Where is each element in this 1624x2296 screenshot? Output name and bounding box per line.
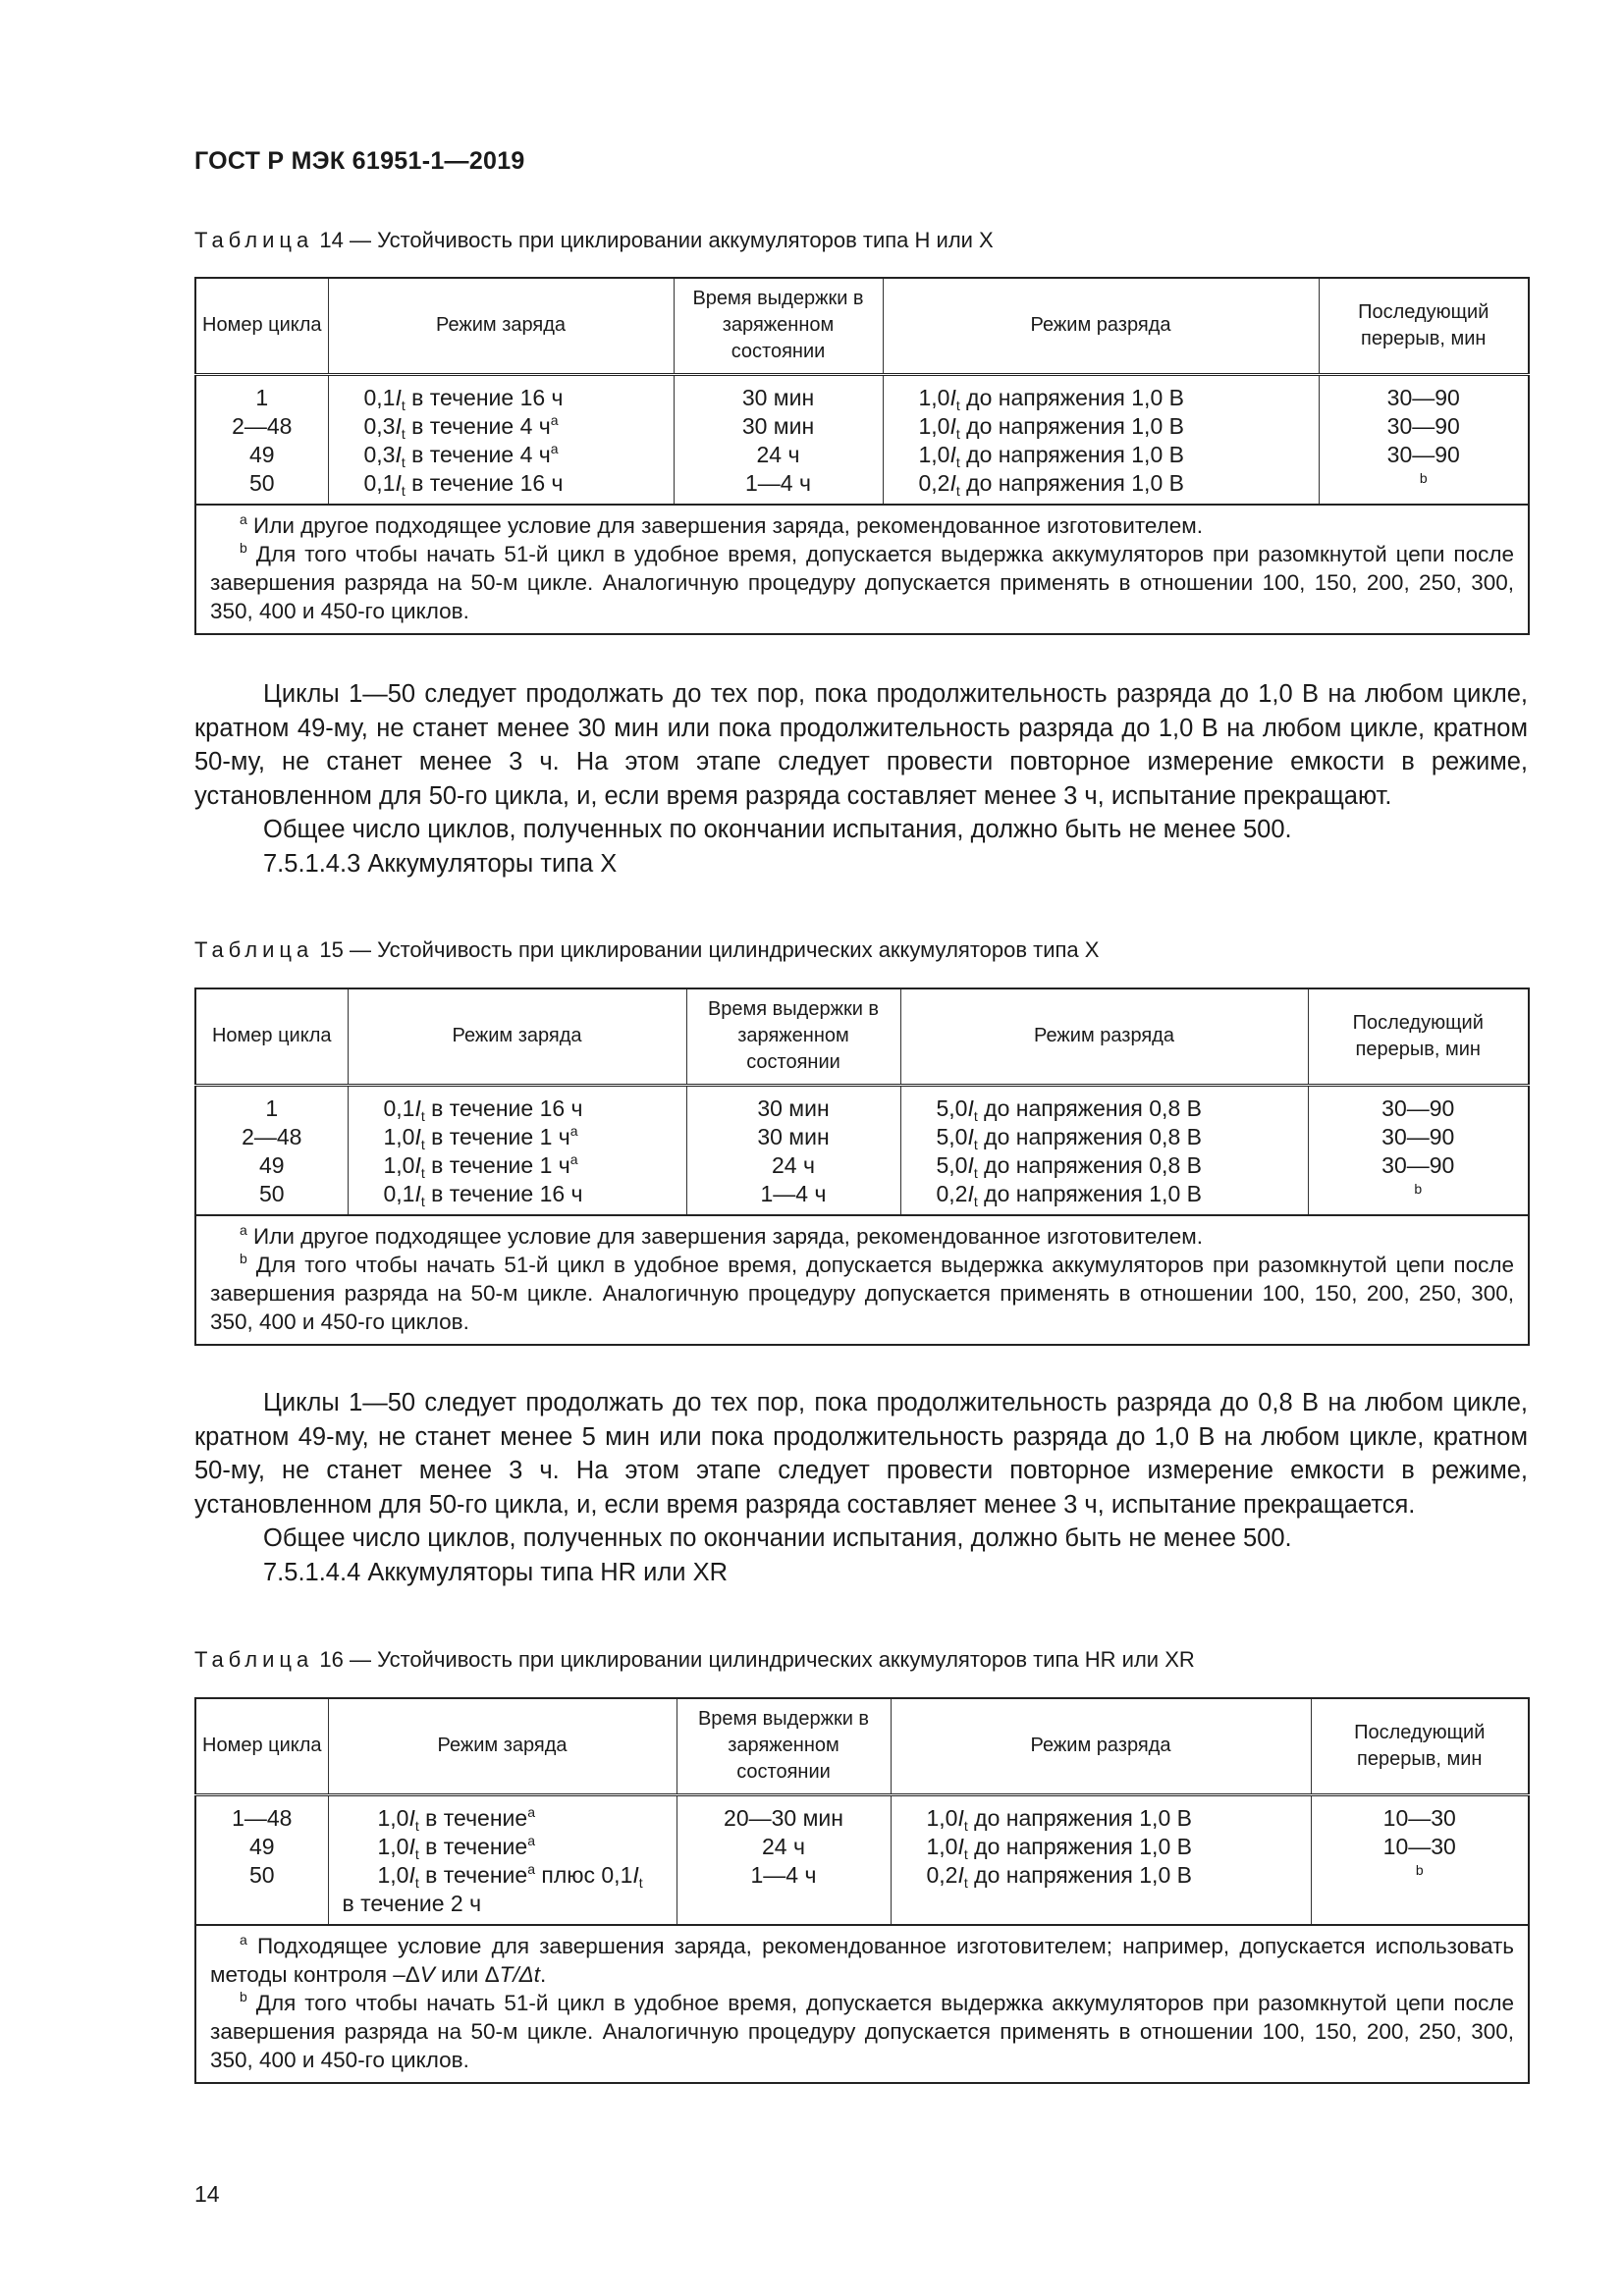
col-header-rest: Последующий перерыв, мин — [1308, 988, 1529, 1085]
table-notes — [195, 1215, 1529, 1345]
page-number: 14 — [194, 2181, 220, 2207]
table-14-caption-text: 14 — Устойчивость при циклировании аккумуляторов типа H или X — [319, 228, 994, 252]
table-16-caption-text: 16 — Устойчивость при циклировании цилиндрических аккумуляторов типа HR или XR — [319, 1647, 1195, 1672]
col-header-discharge: Режим разряда — [891, 1698, 1311, 1794]
paragraph: Циклы 1—50 следует продолжать до тех пор, пока продолжительность разряда до 0,8 В на любом цикле, кратном 49-му, не станет менее 5 мин или пока продолжительность разряда до 1,0 В на любом цикле, кратном 50-му, не станет менее 3 ч. На этом этапе следует провести повторное измерение емкости в режиме, установленном для 50-го цикла, и, если время разряда составляет менее 3 ч, испытание прекращается. — [194, 1389, 1528, 1519]
table-row — [195, 374, 1529, 505]
table-notes-row — [195, 505, 1529, 634]
table-14-caption-word: Таблица — [194, 228, 314, 252]
discharge-cell: $1,0I_t$ до напряжения 1,0 В $1,0I_t$ до напряжения 1,0 В $0,2I_t$ до напряжения 1,0 В — [891, 1794, 1311, 1925]
rest-cell: 30—90 30—90 30—90 $^b$ — [1319, 374, 1529, 505]
col-header-charge: Режим заряда — [348, 988, 686, 1085]
table-14 — [194, 277, 1530, 635]
table-notes-row — [195, 1215, 1529, 1345]
charge-cell: $0,1I_t$ в течение 16 ч $1,0I_t$ в течение 1 $ч^a$ $1,0I_t$ в течение 1 $ч^a$ $0,1I_t$ в течение 16 ч — [348, 1085, 686, 1215]
table-row — [195, 1085, 1529, 1215]
col-header-cycle: Номер цикла — [195, 988, 348, 1085]
col-header-cycle: Номер цикла — [195, 278, 328, 374]
table-notes — [195, 505, 1529, 634]
table-15-caption-word: Таблица — [194, 937, 314, 962]
cycle-cell: 1 2—48 49 50 — [195, 1085, 348, 1215]
paragraph: Общее число циклов, полученных по окончании испытания, должно быть не менее 500. — [263, 1524, 1292, 1552]
table-16-caption-word: Таблица — [194, 1647, 314, 1672]
rest-cell: 30—90 30—90 30—90 $^b$ — [1308, 1085, 1529, 1215]
col-header-rest: Последующий перерыв, мин — [1319, 278, 1529, 374]
table-15-caption-text: 15 — Устойчивость при циклировании цилиндрических аккумуляторов типа X — [319, 937, 1100, 962]
body-text-1 — [194, 677, 1528, 881]
charge-cell: $1,0I_t$ в течение$^a$ $1,0I_t$ в течение$^a$ $1,0I_t$ в течение$^a$ плюс $0,1I_t$ в течение 2 ч — [328, 1794, 677, 1925]
footnote-a: $^a$ Или другое подходящее условие для завершения заряда, рекомендованное изготовителем. — [240, 1221, 1203, 1249]
discharge-cell: $1,0I_t$ до напряжения 1,0 В $1,0I_t$ до напряжения 1,0 В $1,0I_t$ до напряжения 1,0 В $0,2I_t$ до напряжения 1,0 В — [883, 374, 1319, 505]
rest-cell: 10—30 10—30 $^b$ — [1311, 1794, 1529, 1925]
hold-cell: 20—30 мин 24 ч 1—4 ч — [677, 1794, 891, 1925]
table-16-caption — [194, 1647, 1195, 1673]
col-header-hold: Время выдержки в заряженном состоянии — [686, 988, 900, 1085]
cycle-cell: 1—48 49 50 — [195, 1794, 328, 1925]
col-header-charge: Режим заряда — [328, 278, 674, 374]
table-row — [195, 1794, 1529, 1925]
discharge-cell: $5,0I_t$ до напряжения 0,8 В $5,0I_t$ до напряжения 0,8 В $5,0I_t$ до напряжения 0,8 В $0,2I_t$ до напряжения 1,0 В — [900, 1085, 1308, 1215]
body-text-2 — [194, 1386, 1528, 1589]
col-header-charge: Режим заряда — [328, 1698, 677, 1794]
table-header-row — [195, 988, 1529, 1085]
col-header-discharge: Режим разряда — [883, 278, 1319, 374]
col-header-hold: Время выдержки в заряженном состоянии — [677, 1698, 891, 1794]
table-header-row — [195, 1698, 1529, 1794]
hold-cell: 30 мин 30 мин 24 ч 1—4 ч — [686, 1085, 900, 1215]
cycle-cell: 1 2—48 49 50 — [195, 374, 328, 505]
table-notes — [195, 1925, 1529, 2083]
table-15-caption — [194, 937, 1099, 963]
charge-cell: $0,1I_t$ в течение 16 ч $0,3I_t$ в течение 4 $ч^a$ $0,3I_t$ в течение 4 $ч^a$ $0,1I_t$ в течение 16 ч — [328, 374, 674, 505]
section-heading: 7.5.1.4.3 Аккумуляторы типа X — [263, 849, 618, 878]
table-header-row — [195, 278, 1529, 374]
footnote-a: $^a$ Или другое подходящее условие для завершения заряда, рекомендованное изготовителем. — [240, 510, 1203, 538]
footnote-b: $^b$ Для того чтобы начать 51-й цикл в удобное время, допускается выдержка аккумуляторов при разомкнутой цепи после завершения разряда на 50-м цикле. Аналогичную процедуру допускается применять в отношении 100, 150, 200, 250, 300, 350, 400 и 450-го циклов. — [210, 1250, 1514, 1334]
col-header-discharge: Режим разряда — [900, 988, 1308, 1085]
hold-cell: 30 мин 30 мин 24 ч 1—4 ч — [674, 374, 883, 505]
table-15 — [194, 988, 1530, 1346]
table-16 — [194, 1697, 1530, 2084]
table-14-caption — [194, 228, 994, 253]
paragraph: Циклы 1—50 следует продолжать до тех пор, пока продолжительность разряда до 1,0 В на любом цикле, кратном 49-му, не станет менее 30 мин или пока продолжительность разряда до 1,0 В на любом цикле, кратном 50-му, не станет менее 3 ч. На этом этапе следует провести повторное измерение емкости в режиме, установленном для 50-го цикла, и, если время разряда составляет менее 3 ч, испытание прекращают. — [194, 680, 1528, 810]
footnote-a: $^a$ Подходящее условие для завершения заряда, рекомендованное изготовителем; например, допускается использовать методы контроля –ΔV или ΔT/Δt. — [210, 1931, 1514, 1987]
col-header-rest: Последующий перерыв, мин — [1311, 1698, 1529, 1794]
paragraph: Общее число циклов, полученных по окончании испытания, должно быть не менее 500. — [263, 816, 1292, 843]
section-heading: 7.5.1.4.4 Аккумуляторы типа HR или XR — [263, 1558, 729, 1586]
col-header-hold: Время выдержки в заряженном состоянии — [674, 278, 883, 374]
document-header: ГОСТ Р МЭК 61951-1—2019 — [194, 147, 525, 175]
table-notes-row — [195, 1925, 1529, 2083]
footnote-b: $^b$ Для того чтобы начать 51-й цикл в удобное время, допускается выдержка аккумуляторов при разомкнутой цепи после завершения разряда на 50-м цикле. Аналогичную процедуру допускается применять в отношении 100, 150, 200, 250, 300, 350, 400 и 450-го циклов. — [210, 539, 1514, 623]
col-header-cycle: Номер цикла — [195, 1698, 328, 1794]
footnote-b: $^b$ Для того чтобы начать 51-й цикл в удобное время, допускается выдержка аккумуляторов при разомкнутой цепи после завершения разряда на 50-м цикле. Аналогичную процедуру допускается применять в отношении 100, 150, 200, 250, 300, 350, 400 и 450-го циклов. — [210, 1988, 1514, 2072]
